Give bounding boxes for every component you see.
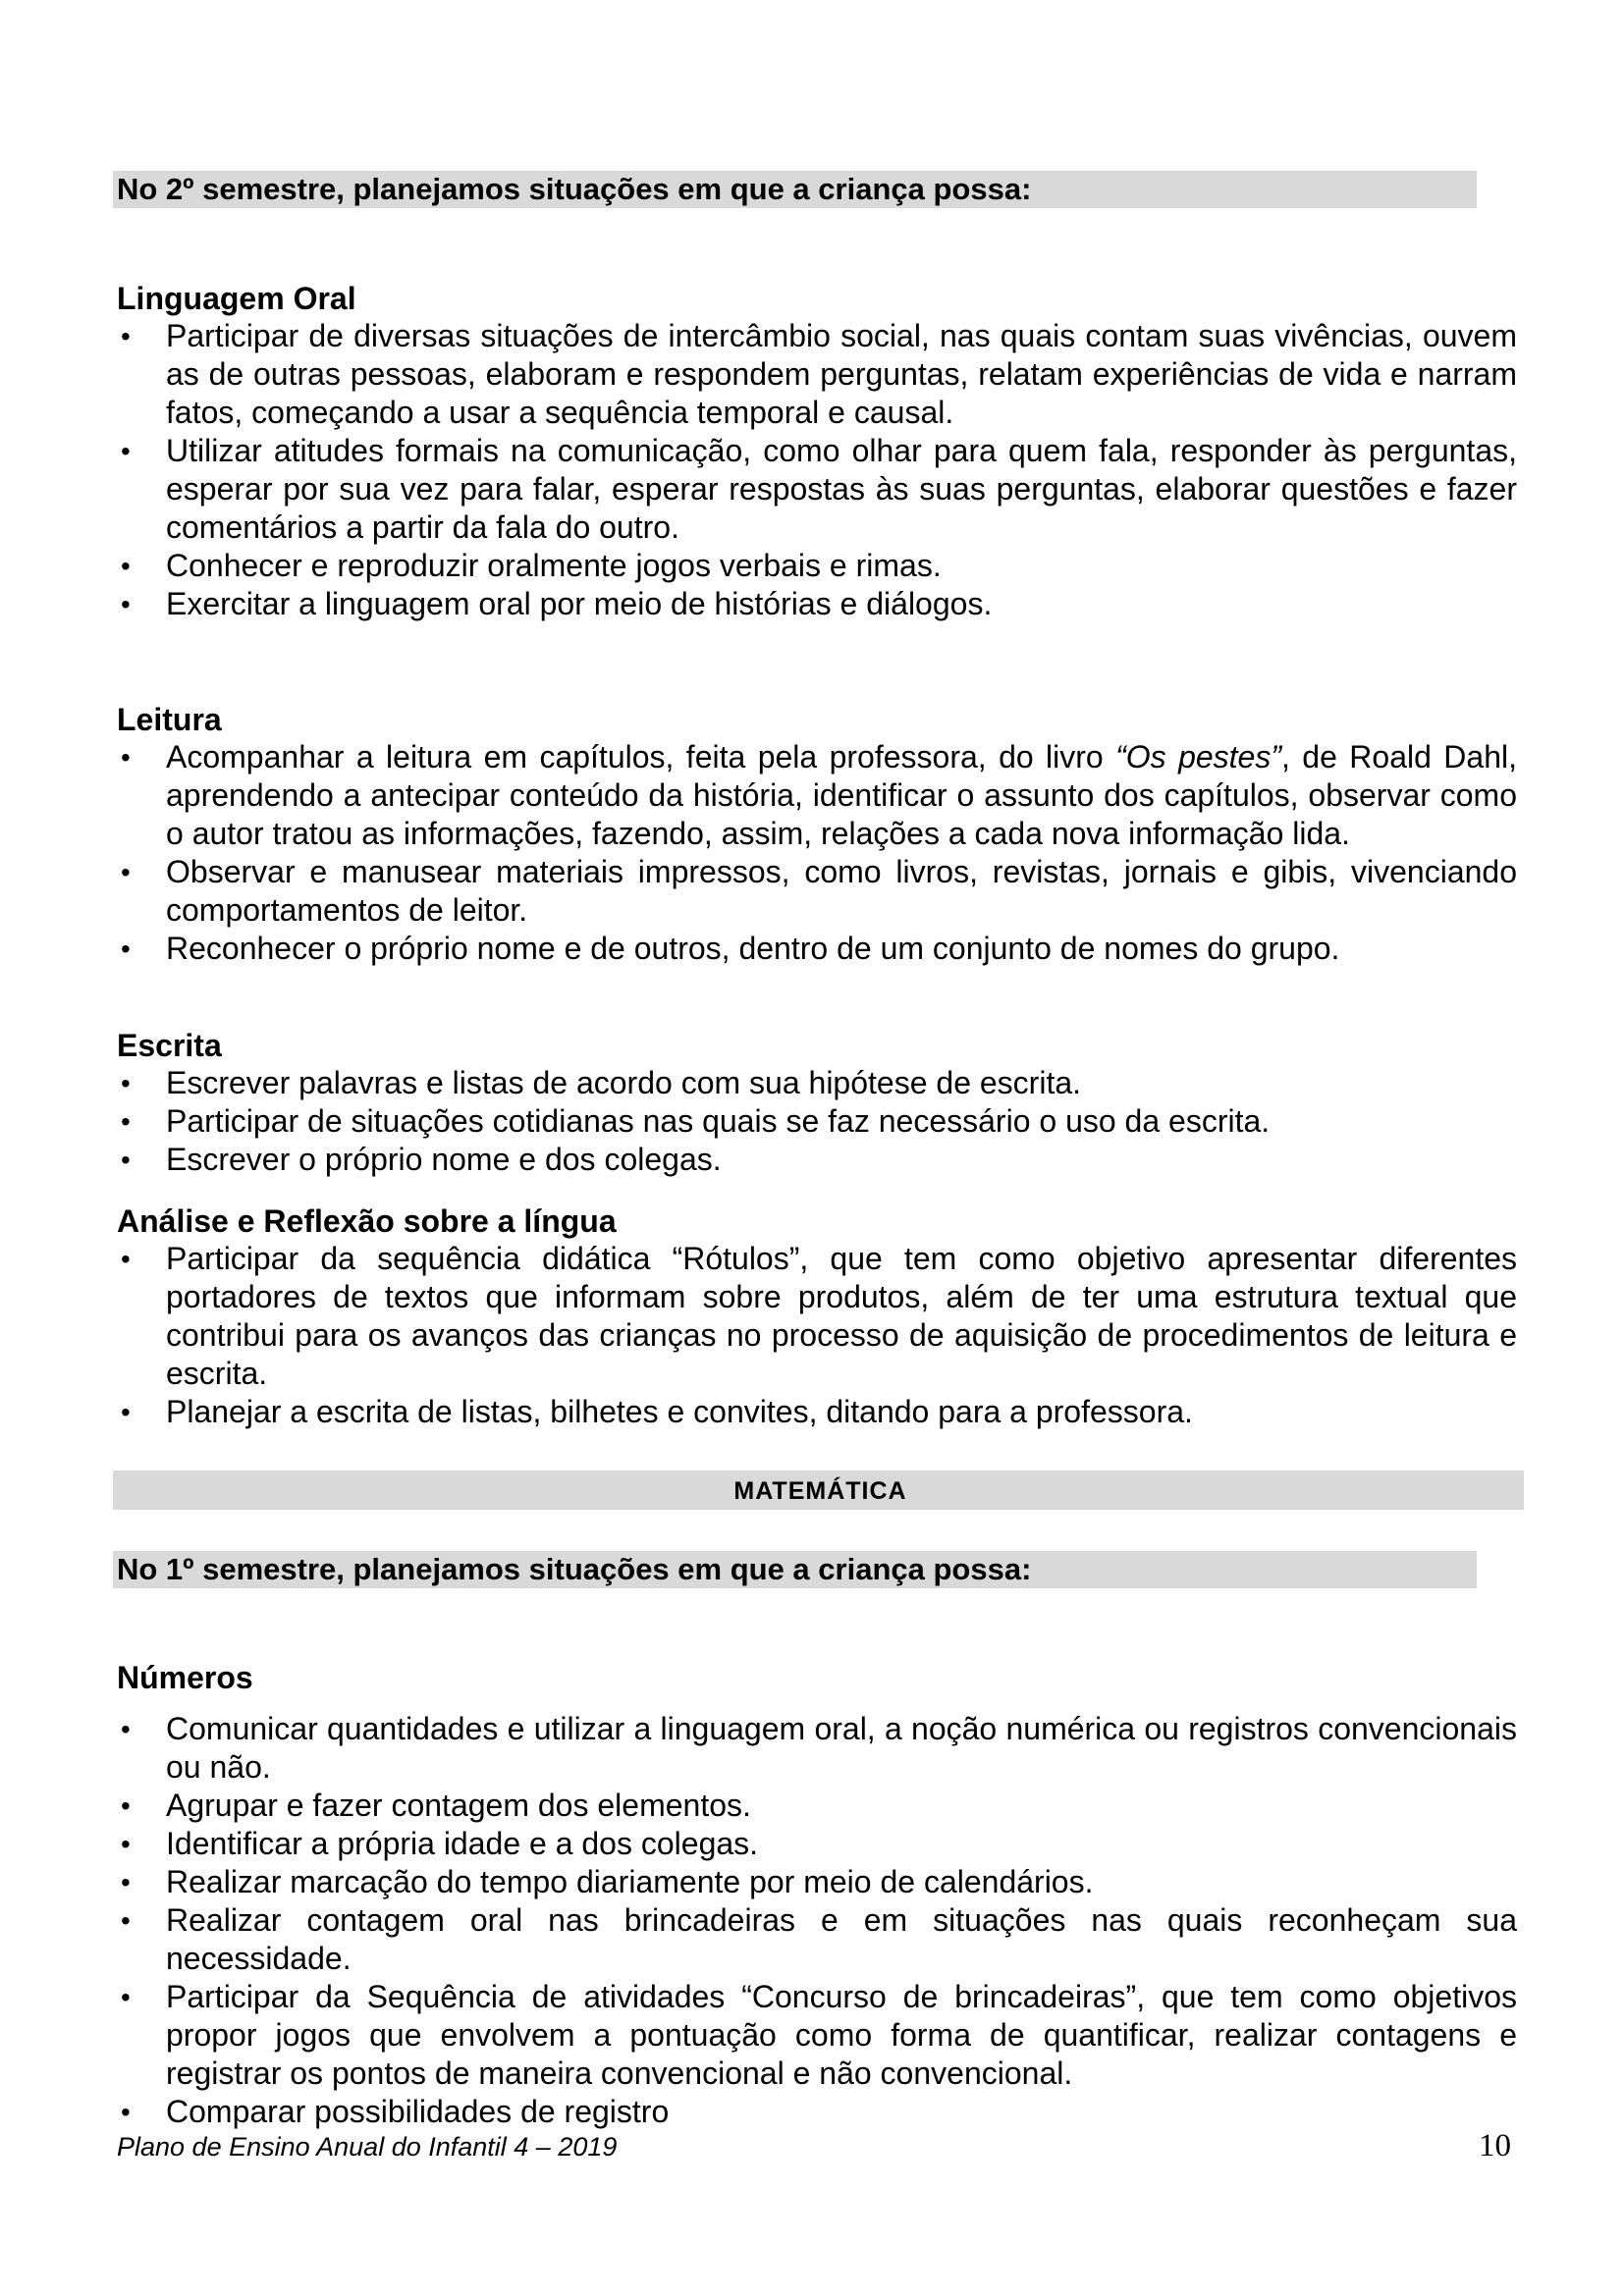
bullet-list xyxy=(117,1240,1517,1431)
footer-title: Plano de Ensino Anual do Infantil 4 – 2019 xyxy=(117,2132,618,2162)
list-item xyxy=(117,738,1517,853)
section-heading: Escrita xyxy=(117,1028,222,1063)
list-item: • Escrever o próprio nome e dos colegas. xyxy=(117,1141,1517,1179)
list-item: • Participar de diversas situações de intercâmbio social, nas quais contam suas vivências, ouvem as de outras pessoas, elaboram e respondem perguntas, relatam experiências de vida e narram fatos, começando a usar a sequência temporal e causal. xyxy=(117,317,1517,432)
section-heading: Linguagem Oral xyxy=(117,281,356,316)
bullet-list xyxy=(117,738,1517,968)
section-heading: Leitura xyxy=(117,702,222,737)
list-item: • Escrever palavras e listas de acordo com sua hipótese de escrita. xyxy=(117,1064,1517,1102)
section-escrita xyxy=(117,1027,1517,1179)
list-item: • Planejar a escrita de listas, bilhetes e convites, ditando para a professora. xyxy=(117,1393,1517,1431)
book-title: “Os pestes” xyxy=(1115,739,1282,774)
semester-2-bar: No 2º semestre, planejamos situações em que a criança possa: xyxy=(113,171,1477,208)
page-number: 10 xyxy=(1479,2128,1511,2163)
bullet-list xyxy=(117,1064,1517,1179)
list-item: • Reconhecer o próprio nome e de outros, dentro de um conjunto de nomes do grupo. xyxy=(117,930,1517,968)
bullet-list xyxy=(117,1710,1517,2131)
list-item: • Utilizar atitudes formais na comunicação, como olhar para quem fala, responder às perguntas, esperar por sua vez para falar, esperar respostas às suas perguntas, elaborar questões e fazer comentários a partir da fala do outro. xyxy=(117,432,1517,547)
list-item: • Comunicar quantidades e utilizar a linguagem oral, a noção numérica ou registros convencionais ou não. xyxy=(117,1710,1517,1787)
section-linguagem-oral xyxy=(117,280,1517,623)
section-analise xyxy=(117,1202,1517,1431)
list-item: • Participar de situações cotidianas nas quais se faz necessário o uso da escrita. xyxy=(117,1102,1517,1141)
list-item: • Realizar marcação do tempo diariamente por meio de calendários. xyxy=(117,1863,1517,1901)
list-item: • Participar da Sequência de atividades “Concurso de brincadeiras”, que tem como objetivos propor jogos que envolvem a pontuação como forma de quantificar, realizar contagens e registrar os pontos de maneira convencional e não convencional. xyxy=(117,1978,1517,2093)
section-heading: Análise e Reflexão sobre a língua xyxy=(117,1203,617,1239)
semester-1-bar: No 1º semestre, planejamos situações em que a criança possa: xyxy=(113,1551,1477,1588)
list-item: • Observar e manusear materiais impressos, como livros, revistas, jornais e gibis, vivenciando comportamentos de leitor. xyxy=(117,853,1517,930)
area-bar-matematica: MATEMÁTICA xyxy=(113,1470,1524,1510)
item-text: Acompanhar a leitura em capítulos, feita pela professora, do livro xyxy=(166,739,1116,774)
list-item: • Identificar a própria idade e a dos colegas. xyxy=(117,1825,1517,1863)
list-item: • Comparar possibilidades de registro xyxy=(117,2093,1517,2131)
item-text: , de Roald Dahl, aprendendo a antecipar conteúdo da história, identificar o assunto dos capítulos, observar como o autor tratou as informações, fazendo, assim, relações a cada nova informação lida. xyxy=(166,739,1518,851)
list-item: • Agrupar e fazer contagem dos elementos. xyxy=(117,1787,1517,1825)
section-leitura xyxy=(117,701,1517,968)
bullet-list xyxy=(117,317,1517,623)
section-heading: Números xyxy=(117,1660,253,1695)
section-numeros xyxy=(117,1659,1517,2131)
list-item: • Exercitar a linguagem oral por meio de histórias e diálogos. xyxy=(117,585,1517,623)
list-item: • Realizar contagem oral nas brincadeiras e em situações nas quais reconheçam sua necessidade. xyxy=(117,1901,1517,1978)
list-item: • Conhecer e reproduzir oralmente jogos verbais e rimas. xyxy=(117,547,1517,585)
list-item: • Participar da sequência didática “Rótulos”, que tem como objetivo apresentar diferentes portadores de textos que informam sobre produtos, além de ter uma estrutura textual que contribui para os avanços das crianças no processo de aquisição de procedimentos de leitura e escrita. xyxy=(117,1240,1517,1393)
